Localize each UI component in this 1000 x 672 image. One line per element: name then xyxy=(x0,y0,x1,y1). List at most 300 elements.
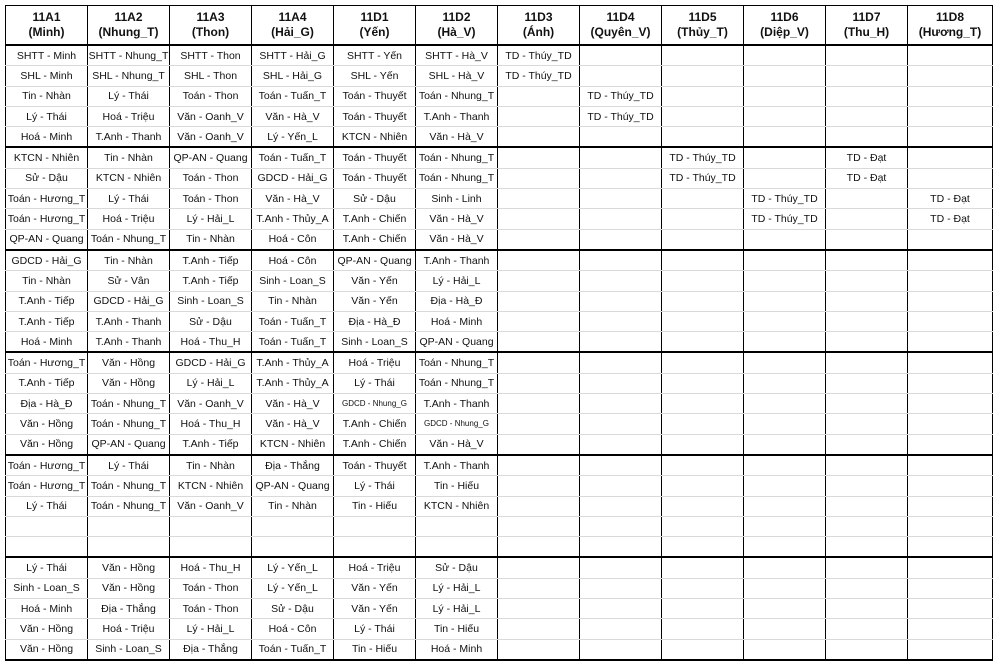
lesson-cell[interactable] xyxy=(252,537,334,558)
lesson-cell[interactable] xyxy=(744,66,826,86)
lesson-cell[interactable]: Lý - Hải_L xyxy=(416,599,498,619)
lesson-cell[interactable] xyxy=(498,332,580,353)
lesson-cell[interactable]: Văn - Hồng xyxy=(88,578,170,598)
lesson-cell[interactable]: Lý - Thái xyxy=(334,373,416,393)
lesson-cell[interactable]: Văn - Hồng xyxy=(6,414,88,434)
lesson-cell[interactable]: Văn - Oanh_V xyxy=(170,394,252,414)
lesson-cell[interactable]: SHL - Minh xyxy=(6,66,88,86)
lesson-cell[interactable]: Lý - Hải_L xyxy=(170,373,252,393)
lesson-cell[interactable]: T.Anh - Tiếp xyxy=(170,271,252,291)
lesson-cell[interactable] xyxy=(580,250,662,271)
lesson-cell[interactable]: KTCN - Nhiên xyxy=(6,147,88,168)
lesson-cell[interactable] xyxy=(744,373,826,393)
lesson-cell[interactable]: Sinh - Loan_S xyxy=(334,332,416,353)
lesson-cell[interactable]: Toán - Thuyết xyxy=(334,168,416,188)
lesson-cell[interactable]: Sử - Dậu xyxy=(252,599,334,619)
lesson-cell[interactable]: Văn - Hà_V xyxy=(416,229,498,250)
lesson-cell[interactable] xyxy=(498,537,580,558)
lesson-cell[interactable] xyxy=(662,496,744,516)
lesson-cell[interactable] xyxy=(908,516,993,536)
lesson-cell[interactable] xyxy=(826,209,908,229)
lesson-cell[interactable]: SHTT - Hà_V xyxy=(416,45,498,66)
lesson-cell[interactable] xyxy=(580,394,662,414)
lesson-cell[interactable]: SHTT - Minh xyxy=(6,45,88,66)
lesson-cell[interactable]: Sinh - Loan_S xyxy=(252,271,334,291)
lesson-cell[interactable] xyxy=(826,229,908,250)
lesson-cell[interactable]: Toán - Tuấn_T xyxy=(252,639,334,660)
lesson-cell[interactable]: Hoá - Triệu xyxy=(88,619,170,639)
lesson-cell[interactable] xyxy=(498,209,580,229)
lesson-cell[interactable]: Hoá - Côn xyxy=(252,619,334,639)
lesson-cell[interactable]: Toán - Thon xyxy=(170,168,252,188)
lesson-cell[interactable] xyxy=(498,352,580,373)
lesson-cell[interactable] xyxy=(662,332,744,353)
lesson-cell[interactable]: T.Anh - Chiến xyxy=(334,229,416,250)
lesson-cell[interactable]: SHTT - Hải_G xyxy=(252,45,334,66)
lesson-cell[interactable]: Văn - Yến xyxy=(334,599,416,619)
lesson-cell[interactable]: Văn - Hồng xyxy=(6,639,88,660)
lesson-cell[interactable]: Toán - Thon xyxy=(170,578,252,598)
lesson-cell[interactable]: Hoá - Côn xyxy=(252,250,334,271)
lesson-cell[interactable]: Sinh - Linh xyxy=(416,189,498,209)
lesson-cell[interactable] xyxy=(498,619,580,639)
lesson-cell[interactable] xyxy=(88,516,170,536)
lesson-cell[interactable]: SHTT - Nhung_T xyxy=(88,45,170,66)
lesson-cell[interactable] xyxy=(908,578,993,598)
lesson-cell[interactable]: Văn - Hà_V xyxy=(416,209,498,229)
lesson-cell[interactable] xyxy=(498,147,580,168)
lesson-cell[interactable] xyxy=(662,394,744,414)
lesson-cell[interactable] xyxy=(826,578,908,598)
lesson-cell[interactable] xyxy=(662,291,744,311)
lesson-cell[interactable]: Toán - Thon xyxy=(170,86,252,106)
lesson-cell[interactable]: Hoá - Minh xyxy=(6,127,88,148)
lesson-cell[interactable] xyxy=(826,414,908,434)
lesson-cell[interactable] xyxy=(498,599,580,619)
lesson-cell[interactable] xyxy=(580,414,662,434)
lesson-cell[interactable] xyxy=(744,352,826,373)
lesson-cell[interactable] xyxy=(498,455,580,476)
lesson-cell[interactable]: GDCD - Nhung_G xyxy=(416,414,498,434)
lesson-cell[interactable]: Toán - Nhung_T xyxy=(416,168,498,188)
lesson-cell[interactable] xyxy=(580,168,662,188)
lesson-cell[interactable] xyxy=(580,229,662,250)
lesson-cell[interactable]: T.Anh - Thanh xyxy=(88,127,170,148)
lesson-cell[interactable] xyxy=(908,45,993,66)
lesson-cell[interactable]: Tin - Hiếu xyxy=(334,639,416,660)
lesson-cell[interactable]: TD - Thúy_TD xyxy=(580,106,662,126)
lesson-cell[interactable]: Hoá - Triệu xyxy=(88,209,170,229)
lesson-cell[interactable]: T.Anh - Tiếp xyxy=(6,311,88,331)
lesson-cell[interactable]: T.Anh - Tiếp xyxy=(6,291,88,311)
lesson-cell[interactable] xyxy=(744,311,826,331)
lesson-cell[interactable]: Sinh - Loan_S xyxy=(6,578,88,598)
lesson-cell[interactable] xyxy=(498,476,580,496)
lesson-cell[interactable]: Lý - Hải_L xyxy=(170,619,252,639)
lesson-cell[interactable] xyxy=(498,86,580,106)
lesson-cell[interactable]: Tin - Nhàn xyxy=(6,271,88,291)
lesson-cell[interactable] xyxy=(498,516,580,536)
lesson-cell[interactable]: QP-AN - Quang xyxy=(88,434,170,455)
lesson-cell[interactable]: SHTT - Yến xyxy=(334,45,416,66)
lesson-cell[interactable] xyxy=(498,189,580,209)
lesson-cell[interactable] xyxy=(498,557,580,578)
lesson-cell[interactable]: Lý - Hải_L xyxy=(170,209,252,229)
lesson-cell[interactable]: Tin - Nhàn xyxy=(252,291,334,311)
lesson-cell[interactable]: GDCD - Hải_G xyxy=(88,291,170,311)
lesson-cell[interactable]: Toán - Nhung_T xyxy=(88,229,170,250)
lesson-cell[interactable] xyxy=(908,639,993,660)
lesson-cell[interactable] xyxy=(170,537,252,558)
lesson-cell[interactable]: QP-AN - Quang xyxy=(252,476,334,496)
lesson-cell[interactable] xyxy=(580,189,662,209)
lesson-cell[interactable]: Tin - Hiếu xyxy=(334,496,416,516)
lesson-cell[interactable] xyxy=(908,168,993,188)
lesson-cell[interactable] xyxy=(662,557,744,578)
lesson-cell[interactable]: Lý - Yến_L xyxy=(252,127,334,148)
lesson-cell[interactable]: SHTT - Thon xyxy=(170,45,252,66)
lesson-cell[interactable] xyxy=(826,434,908,455)
lesson-cell[interactable] xyxy=(580,599,662,619)
lesson-cell[interactable] xyxy=(744,332,826,353)
lesson-cell[interactable] xyxy=(826,352,908,373)
lesson-cell[interactable] xyxy=(498,639,580,660)
lesson-cell[interactable]: QP-AN - Quang xyxy=(334,250,416,271)
lesson-cell[interactable]: Toán - Nhung_T xyxy=(416,147,498,168)
lesson-cell[interactable] xyxy=(826,86,908,106)
lesson-cell[interactable] xyxy=(580,557,662,578)
lesson-cell[interactable]: Hoá - Triệu xyxy=(334,352,416,373)
lesson-cell[interactable]: TD - Thúy_TD xyxy=(744,209,826,229)
lesson-cell[interactable] xyxy=(908,291,993,311)
lesson-cell[interactable] xyxy=(662,271,744,291)
lesson-cell[interactable] xyxy=(908,106,993,126)
lesson-cell[interactable]: Văn - Yến xyxy=(334,291,416,311)
lesson-cell[interactable] xyxy=(826,537,908,558)
lesson-cell[interactable] xyxy=(498,496,580,516)
lesson-cell[interactable]: Lý - Thái xyxy=(334,476,416,496)
lesson-cell[interactable] xyxy=(580,291,662,311)
lesson-cell[interactable]: Hoá - Minh xyxy=(416,311,498,331)
lesson-cell[interactable] xyxy=(662,455,744,476)
lesson-cell[interactable] xyxy=(662,45,744,66)
lesson-cell[interactable]: Địa - Thắng xyxy=(170,639,252,660)
lesson-cell[interactable] xyxy=(498,229,580,250)
lesson-cell[interactable] xyxy=(826,66,908,86)
lesson-cell[interactable] xyxy=(744,537,826,558)
lesson-cell[interactable] xyxy=(662,373,744,393)
lesson-cell[interactable] xyxy=(580,332,662,353)
lesson-cell[interactable]: Sinh - Loan_S xyxy=(170,291,252,311)
lesson-cell[interactable] xyxy=(744,229,826,250)
lesson-cell[interactable]: T.Anh - Thanh xyxy=(416,250,498,271)
lesson-cell[interactable]: Tin - Nhàn xyxy=(170,455,252,476)
lesson-cell[interactable] xyxy=(662,599,744,619)
lesson-cell[interactable]: Toán - Hương_T xyxy=(6,189,88,209)
lesson-cell[interactable]: Văn - Oanh_V xyxy=(170,496,252,516)
lesson-cell[interactable]: Toán - Thuyết xyxy=(334,455,416,476)
lesson-cell[interactable]: T.Anh - Chiến xyxy=(334,434,416,455)
lesson-cell[interactable]: Lý - Thái xyxy=(88,86,170,106)
lesson-cell[interactable] xyxy=(498,106,580,126)
lesson-cell[interactable] xyxy=(662,106,744,126)
lesson-cell[interactable]: Toán - Nhung_T xyxy=(88,394,170,414)
lesson-cell[interactable]: T.Anh - Chiến xyxy=(334,414,416,434)
lesson-cell[interactable]: Hoá - Triệu xyxy=(334,557,416,578)
lesson-cell[interactable]: SHL - Yến xyxy=(334,66,416,86)
lesson-cell[interactable]: T.Anh - Thủy_A xyxy=(252,352,334,373)
lesson-cell[interactable]: GDCD - Nhung_G xyxy=(334,394,416,414)
lesson-cell[interactable] xyxy=(908,414,993,434)
lesson-cell[interactable]: KTCN - Nhiên xyxy=(88,168,170,188)
lesson-cell[interactable] xyxy=(744,578,826,598)
lesson-cell[interactable]: Địa - Hà_Đ xyxy=(334,311,416,331)
lesson-cell[interactable] xyxy=(580,45,662,66)
lesson-cell[interactable]: Hoá - Triệu xyxy=(88,106,170,126)
lesson-cell[interactable]: Hoá - Thu_H xyxy=(170,414,252,434)
lesson-cell[interactable] xyxy=(744,434,826,455)
lesson-cell[interactable] xyxy=(908,250,993,271)
lesson-cell[interactable]: GDCD - Hải_G xyxy=(252,168,334,188)
lesson-cell[interactable] xyxy=(662,414,744,434)
lesson-cell[interactable] xyxy=(498,434,580,455)
lesson-cell[interactable]: Toán - Thuyết xyxy=(334,86,416,106)
lesson-cell[interactable]: Toán - Hương_T xyxy=(6,352,88,373)
lesson-cell[interactable]: SHL - Nhung_T xyxy=(88,66,170,86)
lesson-cell[interactable] xyxy=(908,373,993,393)
lesson-cell[interactable]: KTCN - Nhiên xyxy=(416,496,498,516)
lesson-cell[interactable]: Toán - Nhung_T xyxy=(88,496,170,516)
lesson-cell[interactable]: KTCN - Nhiên xyxy=(252,434,334,455)
lesson-cell[interactable] xyxy=(662,66,744,86)
lesson-cell[interactable]: Lý - Thái xyxy=(6,557,88,578)
lesson-cell[interactable] xyxy=(826,455,908,476)
lesson-cell[interactable]: TD - Đạt xyxy=(908,209,993,229)
lesson-cell[interactable]: Tin - Nhàn xyxy=(170,229,252,250)
lesson-cell[interactable] xyxy=(826,557,908,578)
lesson-cell[interactable]: T.Anh - Thanh xyxy=(416,394,498,414)
lesson-cell[interactable] xyxy=(908,352,993,373)
lesson-cell[interactable] xyxy=(744,45,826,66)
lesson-cell[interactable] xyxy=(826,599,908,619)
lesson-cell[interactable] xyxy=(744,455,826,476)
lesson-cell[interactable] xyxy=(580,66,662,86)
lesson-cell[interactable]: KTCN - Nhiên xyxy=(334,127,416,148)
lesson-cell[interactable]: TD - Thúy_TD xyxy=(662,168,744,188)
lesson-cell[interactable]: Văn - Hồng xyxy=(88,352,170,373)
lesson-cell[interactable]: Toán - Thuyết xyxy=(334,106,416,126)
lesson-cell[interactable]: Văn - Hồng xyxy=(88,373,170,393)
lesson-cell[interactable] xyxy=(662,516,744,536)
lesson-cell[interactable] xyxy=(580,476,662,496)
lesson-cell[interactable]: Tin - Hiếu xyxy=(416,476,498,496)
lesson-cell[interactable]: TD - Thúy_TD xyxy=(498,66,580,86)
lesson-cell[interactable] xyxy=(498,127,580,148)
lesson-cell[interactable]: Lý - Thái xyxy=(88,189,170,209)
lesson-cell[interactable] xyxy=(744,271,826,291)
lesson-cell[interactable] xyxy=(580,271,662,291)
lesson-cell[interactable] xyxy=(580,352,662,373)
lesson-cell[interactable] xyxy=(826,106,908,126)
lesson-cell[interactable]: T.Anh - Tiếp xyxy=(170,250,252,271)
lesson-cell[interactable] xyxy=(744,168,826,188)
lesson-cell[interactable]: Lý - Yến_L xyxy=(252,578,334,598)
lesson-cell[interactable]: Hoá - Côn xyxy=(252,229,334,250)
lesson-cell[interactable]: Văn - Hồng xyxy=(88,557,170,578)
lesson-cell[interactable] xyxy=(826,373,908,393)
lesson-cell[interactable] xyxy=(662,434,744,455)
lesson-cell[interactable] xyxy=(498,291,580,311)
lesson-cell[interactable]: Toán - Nhung_T xyxy=(416,352,498,373)
lesson-cell[interactable] xyxy=(744,291,826,311)
lesson-cell[interactable]: T.Anh - Thanh xyxy=(416,106,498,126)
lesson-cell[interactable] xyxy=(744,86,826,106)
lesson-cell[interactable]: Hoá - Minh xyxy=(6,332,88,353)
lesson-cell[interactable] xyxy=(580,516,662,536)
lesson-cell[interactable]: Toán - Thuyết xyxy=(334,147,416,168)
lesson-cell[interactable] xyxy=(580,147,662,168)
lesson-cell[interactable]: GDCD - Hải_G xyxy=(6,250,88,271)
lesson-cell[interactable]: Lý - Hải_L xyxy=(416,578,498,598)
lesson-cell[interactable] xyxy=(580,455,662,476)
lesson-cell[interactable] xyxy=(498,578,580,598)
lesson-cell[interactable]: Hoá - Thu_H xyxy=(170,557,252,578)
lesson-cell[interactable] xyxy=(744,106,826,126)
lesson-cell[interactable]: Sử - Dậu xyxy=(334,189,416,209)
lesson-cell[interactable] xyxy=(908,496,993,516)
lesson-cell[interactable]: GDCD - Hải_G xyxy=(170,352,252,373)
lesson-cell[interactable] xyxy=(908,455,993,476)
lesson-cell[interactable]: Tin - Hiếu xyxy=(416,619,498,639)
lesson-cell[interactable]: KTCN - Nhiên xyxy=(170,476,252,496)
lesson-cell[interactable]: QP-AN - Quang xyxy=(6,229,88,250)
lesson-cell[interactable]: Toán - Nhung_T xyxy=(416,86,498,106)
lesson-cell[interactable]: Sử - Dậu xyxy=(416,557,498,578)
lesson-cell[interactable] xyxy=(580,639,662,660)
lesson-cell[interactable]: Lý - Thái xyxy=(88,455,170,476)
lesson-cell[interactable] xyxy=(662,311,744,331)
lesson-cell[interactable] xyxy=(908,66,993,86)
lesson-cell[interactable]: T.Anh - Thanh xyxy=(416,455,498,476)
lesson-cell[interactable] xyxy=(662,229,744,250)
lesson-cell[interactable] xyxy=(744,557,826,578)
lesson-cell[interactable] xyxy=(662,619,744,639)
lesson-cell[interactable]: T.Anh - Tiếp xyxy=(170,434,252,455)
lesson-cell[interactable] xyxy=(908,229,993,250)
lesson-cell[interactable]: Địa - Hà_Đ xyxy=(6,394,88,414)
lesson-cell[interactable]: Sinh - Loan_S xyxy=(88,639,170,660)
lesson-cell[interactable]: TD - Đạt xyxy=(826,147,908,168)
lesson-cell[interactable]: TD - Đạt xyxy=(826,168,908,188)
lesson-cell[interactable]: Sử - Vân xyxy=(88,271,170,291)
lesson-cell[interactable] xyxy=(170,516,252,536)
lesson-cell[interactable]: Toán - Hương_T xyxy=(6,476,88,496)
lesson-cell[interactable] xyxy=(662,209,744,229)
lesson-cell[interactable]: Toán - Nhung_T xyxy=(416,373,498,393)
lesson-cell[interactable]: T.Anh - Thủy_A xyxy=(252,209,334,229)
lesson-cell[interactable] xyxy=(826,311,908,331)
lesson-cell[interactable] xyxy=(826,271,908,291)
lesson-cell[interactable]: T.Anh - Tiếp xyxy=(6,373,88,393)
lesson-cell[interactable]: T.Anh - Thanh xyxy=(88,332,170,353)
lesson-cell[interactable]: Văn - Hồng xyxy=(6,619,88,639)
lesson-cell[interactable] xyxy=(252,516,334,536)
lesson-cell[interactable] xyxy=(826,619,908,639)
lesson-cell[interactable]: Toán - Tuấn_T xyxy=(252,311,334,331)
lesson-cell[interactable] xyxy=(662,476,744,496)
lesson-cell[interactable]: Toán - Thon xyxy=(170,599,252,619)
lesson-cell[interactable] xyxy=(580,578,662,598)
lesson-cell[interactable]: Sử - Dậu xyxy=(6,168,88,188)
lesson-cell[interactable] xyxy=(744,147,826,168)
lesson-cell[interactable]: T.Anh - Chiến xyxy=(334,209,416,229)
lesson-cell[interactable]: Hoá - Minh xyxy=(416,639,498,660)
lesson-cell[interactable] xyxy=(908,619,993,639)
lesson-cell[interactable] xyxy=(744,619,826,639)
lesson-cell[interactable] xyxy=(908,394,993,414)
lesson-cell[interactable] xyxy=(908,557,993,578)
lesson-cell[interactable] xyxy=(662,86,744,106)
lesson-cell[interactable]: Toán - Tuấn_T xyxy=(252,147,334,168)
lesson-cell[interactable] xyxy=(744,496,826,516)
lesson-cell[interactable] xyxy=(334,537,416,558)
lesson-cell[interactable]: Văn - Hà_V xyxy=(252,106,334,126)
lesson-cell[interactable] xyxy=(744,639,826,660)
lesson-cell[interactable] xyxy=(908,127,993,148)
lesson-cell[interactable] xyxy=(498,311,580,331)
lesson-cell[interactable] xyxy=(908,434,993,455)
lesson-cell[interactable]: Toán - Thon xyxy=(170,189,252,209)
lesson-cell[interactable]: T.Anh - Thủy_A xyxy=(252,373,334,393)
lesson-cell[interactable] xyxy=(580,127,662,148)
lesson-cell[interactable] xyxy=(744,127,826,148)
lesson-cell[interactable]: Toán - Nhung_T xyxy=(88,476,170,496)
lesson-cell[interactable] xyxy=(498,394,580,414)
lesson-cell[interactable]: Tin - Nhàn xyxy=(88,250,170,271)
lesson-cell[interactable]: Văn - Hà_V xyxy=(252,394,334,414)
lesson-cell[interactable] xyxy=(908,537,993,558)
lesson-cell[interactable] xyxy=(826,189,908,209)
lesson-cell[interactable]: SHL - Hà_V xyxy=(416,66,498,86)
lesson-cell[interactable]: Toán - Tuấn_T xyxy=(252,332,334,353)
lesson-cell[interactable]: T.Anh - Thanh xyxy=(88,311,170,331)
lesson-cell[interactable] xyxy=(662,537,744,558)
lesson-cell[interactable] xyxy=(334,516,416,536)
lesson-cell[interactable] xyxy=(908,599,993,619)
lesson-cell[interactable] xyxy=(416,537,498,558)
lesson-cell[interactable]: Địa - Thắng xyxy=(88,599,170,619)
lesson-cell[interactable]: Lý - Hải_L xyxy=(416,271,498,291)
lesson-cell[interactable]: Hoá - Thu_H xyxy=(170,332,252,353)
lesson-cell[interactable]: Hoá - Minh xyxy=(6,599,88,619)
lesson-cell[interactable]: Văn - Yến xyxy=(334,578,416,598)
lesson-cell[interactable] xyxy=(662,639,744,660)
lesson-cell[interactable] xyxy=(908,271,993,291)
lesson-cell[interactable]: Lý - Thái xyxy=(334,619,416,639)
lesson-cell[interactable] xyxy=(498,271,580,291)
lesson-cell[interactable] xyxy=(580,434,662,455)
lesson-cell[interactable] xyxy=(662,250,744,271)
lesson-cell[interactable] xyxy=(580,209,662,229)
lesson-cell[interactable] xyxy=(498,414,580,434)
lesson-cell[interactable] xyxy=(580,311,662,331)
lesson-cell[interactable] xyxy=(580,373,662,393)
lesson-cell[interactable] xyxy=(662,352,744,373)
lesson-cell[interactable]: Tin - Nhàn xyxy=(6,86,88,106)
lesson-cell[interactable]: Văn - Yến xyxy=(334,271,416,291)
lesson-cell[interactable] xyxy=(498,373,580,393)
lesson-cell[interactable] xyxy=(416,516,498,536)
